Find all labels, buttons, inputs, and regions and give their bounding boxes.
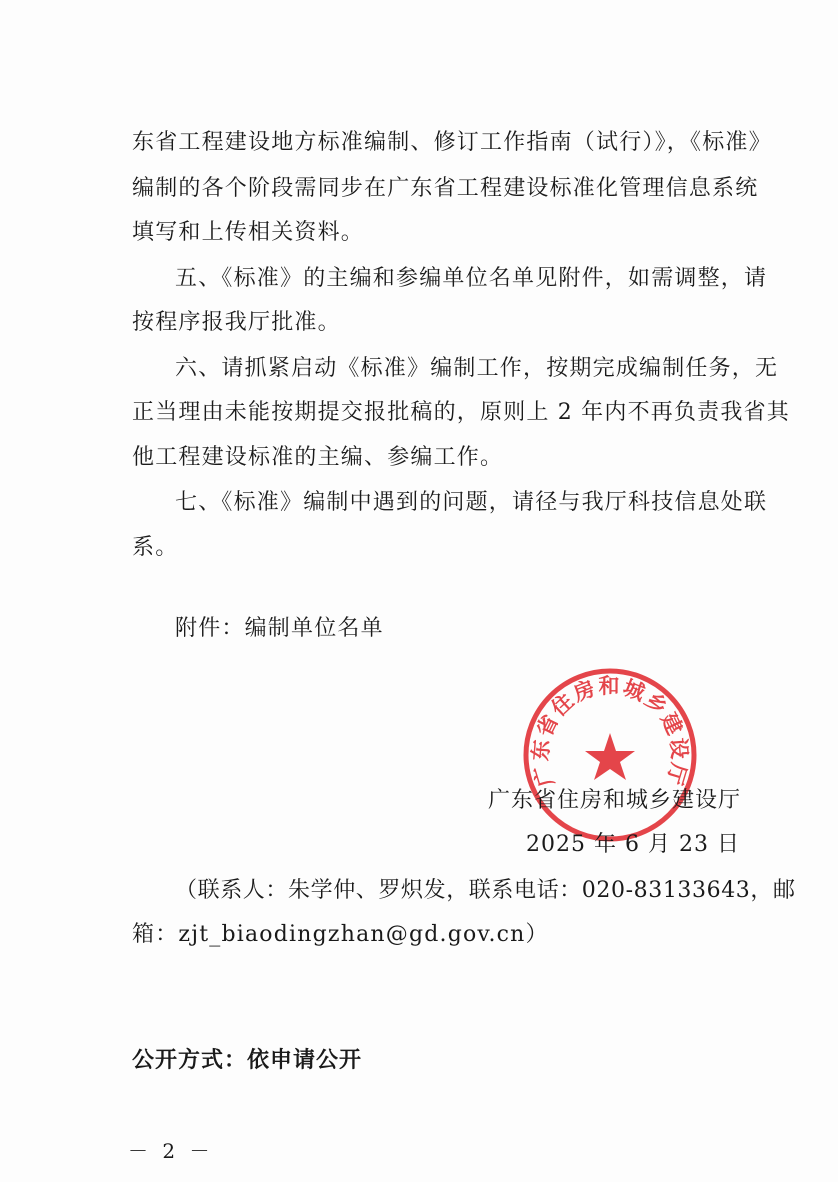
- body-line: 系。: [132, 535, 179, 560]
- body-line-item-6: 六、请抓紧启动《标准》编制工作，按期完成编制任务，无: [175, 356, 779, 381]
- attachment-line: 附件：编制单位名单: [175, 616, 384, 641]
- body-line: 他工程建设标准的主编、参编工作。: [132, 445, 504, 470]
- contact-line-1: （联系人：朱学仲、罗炽发，联系电话：020-83133643，邮: [175, 878, 796, 903]
- page-number: － 2 －: [128, 1139, 214, 1163]
- body-line: 编制的各个阶段需同步在广东省工程建设标准化管理信息系统: [132, 176, 759, 201]
- body-line: 按程序报我厅批准。: [132, 310, 341, 335]
- contact-line-2: 箱：zjt_biaodingzhan@gd.gov.cn）: [132, 922, 549, 947]
- disclosure-method: 公开方式：依申请公开: [132, 1048, 363, 1073]
- body-line: 正当理由未能按期提交报批稿的，原则上 2 年内不再负责我省其: [132, 400, 790, 425]
- body-line: 填写和上传相关资料。: [132, 220, 365, 245]
- seal-text: 广东省住房和城乡建设厅: [528, 674, 692, 790]
- body-line: 东省工程建设地方标准编制、修订工作指南（试行）》，《标准》: [132, 130, 772, 155]
- issuer-name: 广东省住房和城乡建设厅: [488, 788, 742, 813]
- official-seal: [520, 665, 700, 845]
- body-line-item-5: 五、《标准》的主编和参编单位名单见附件，如需调整，请: [175, 266, 768, 291]
- body-line-item-7: 七、《标准》编制中遇到的问题，请径与我厅科技信息处联: [175, 490, 768, 515]
- issue-date: 2025 年 6 月 23 日: [526, 832, 740, 857]
- seal-star-icon: [585, 733, 635, 780]
